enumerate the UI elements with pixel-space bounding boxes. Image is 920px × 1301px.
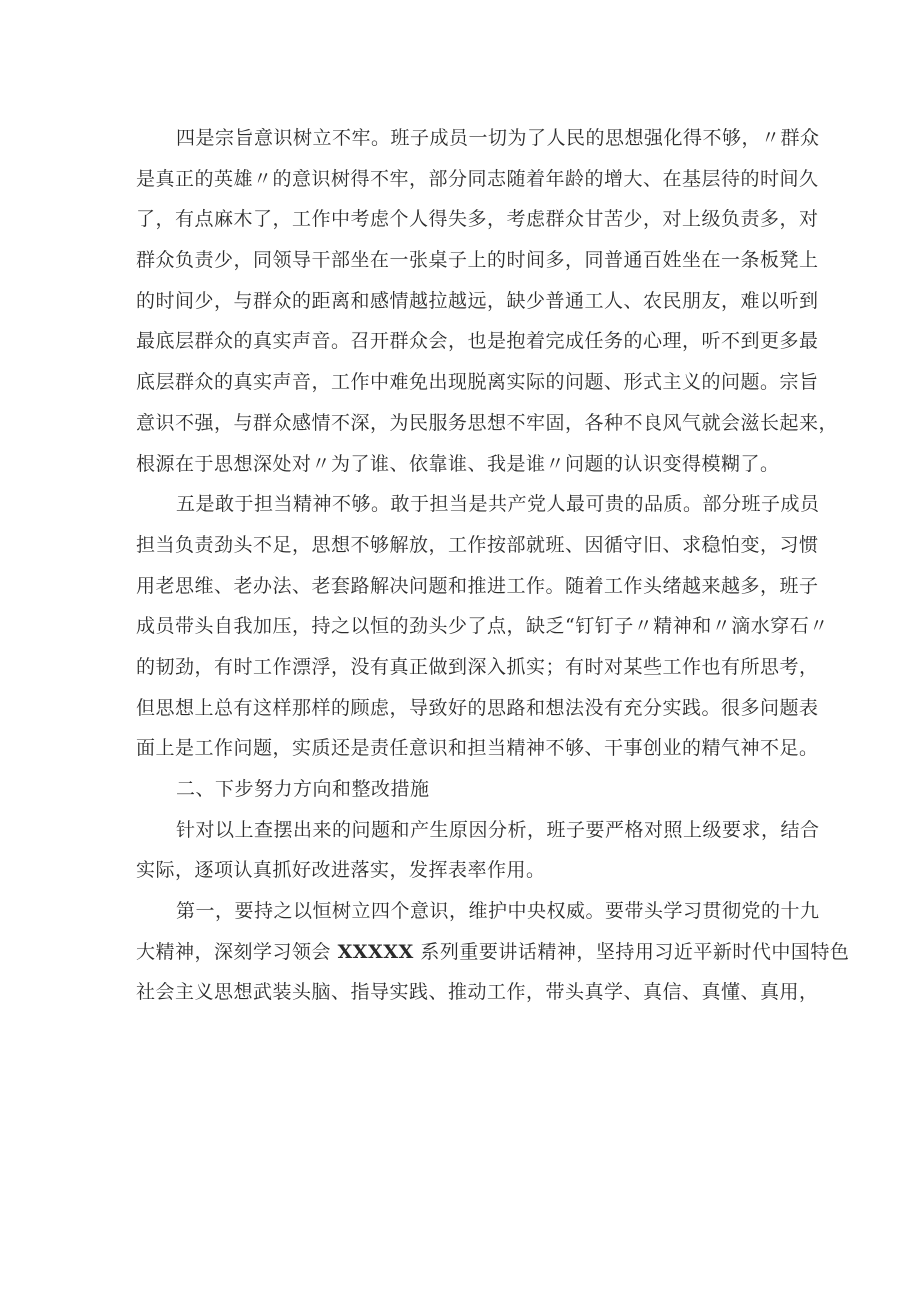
paragraph-1-line-8: 意识不强，与群众感情不深，为民服务思想不牢固，各种不良风气就会滋长起来， xyxy=(136,411,839,434)
paragraph-1-line-7: 底层群众的真实声音，工作中难免出现脱离实际的问题、形式主义的问题。宗旨 xyxy=(136,371,819,394)
paragraph-1-line-9: 根源在于思想深处对〃为了谁、依靠谁、我是谁〃问题的认识变得模糊了。 xyxy=(136,452,780,475)
paragraph-4-line-3: 社会主义思想武装头脑、指导实践、推动工作，带头真学、真信、真懂、真用， xyxy=(136,981,819,1004)
paragraph-2-line-3: 用老思维、老办法、老套路解决问题和推进工作。随着工作头绪越来越多，班子 xyxy=(136,574,819,597)
paragraph-1-line-4: 群众负责少，同领导干部坐在一张桌子上的时间多，同普通百姓坐在一条板凳上 xyxy=(136,249,819,272)
paragraph-1-line-6: 最底层群众的真实声音。召开群众会，也是抱着完成任务的心理，听不到更多最 xyxy=(136,330,819,353)
paragraph-2-line-2: 担当负责劲头不足，思想不够解放，工作按部就班、因循守旧、求稳怕变，习惯 xyxy=(136,533,819,556)
paragraph-3-line-1: 针对以上查摆出来的问题和产生原因分析，班子要严格对照上级要求，结合 xyxy=(176,818,820,841)
paragraph-2-line-1: 五是敢于担当精神不够。敢于担当是共产党人最可贵的品质。部分班子成员 xyxy=(176,493,820,516)
redacted-name-placeholder: XXXXX xyxy=(337,940,414,963)
paragraph-2-line-6: 但思想上总有这样那样的顾虑，导致好的思路和想法没有充分实践。很多问题表 xyxy=(136,696,819,719)
paragraph-4-line-2 xyxy=(136,932,850,973)
paragraph-3-line-2: 实际，逐项认真抓好改进落实，发挥表率作用。 xyxy=(136,859,546,882)
section-heading: 二、下步努力方向和整改措施 xyxy=(176,778,430,800)
paragraph-4-line-1: 第一，要持之以恒树立四个意识，维护中央权威。要带头学习贯彻党的十九 xyxy=(176,900,820,923)
paragraph-1-line-3: 了，有点麻木了，工作中考虑个人得失多，考虑群众甘苦少，对上级负责多，对 xyxy=(136,208,819,231)
document-body xyxy=(136,118,850,1013)
paragraph-2-line-4: 成员带头自我加压，持之以恒的劲头少了点，缺乏“钉钉子〃精神和〃滴水穿石〃 xyxy=(136,615,829,638)
paragraph-2-line-5: 的韧劲，有时工作漂浮，没有真正做到深入抓实；有时对某些工作也有所思考， xyxy=(136,655,819,678)
paragraph-1-line-1: 四是宗旨意识树立不牢。班子成员一切为了人民的思想强化得不够，〃群众 xyxy=(176,127,820,149)
paragraph-4-line-2-end: 系列重要讲话精神，坚持用习近平新时代中国特色 xyxy=(420,940,850,963)
paragraph-2-line-7: 面上是工作问题，实质还是责任意识和担当精神不够、干事创业的精气神不足。 xyxy=(136,737,819,760)
paragraph-4-line-2-start: 大精神，深刻学习领会 xyxy=(136,940,332,963)
paragraph-1-line-5: 的时间少，与群众的距离和感情越拉越远，缺少普通工人、农民朋友，难以听到 xyxy=(136,289,819,312)
paragraph-1-line-2: 是真正的英雄〃的意识树得不牢，部分同志随着年龄的增大、在基层待的时间久 xyxy=(136,167,819,190)
